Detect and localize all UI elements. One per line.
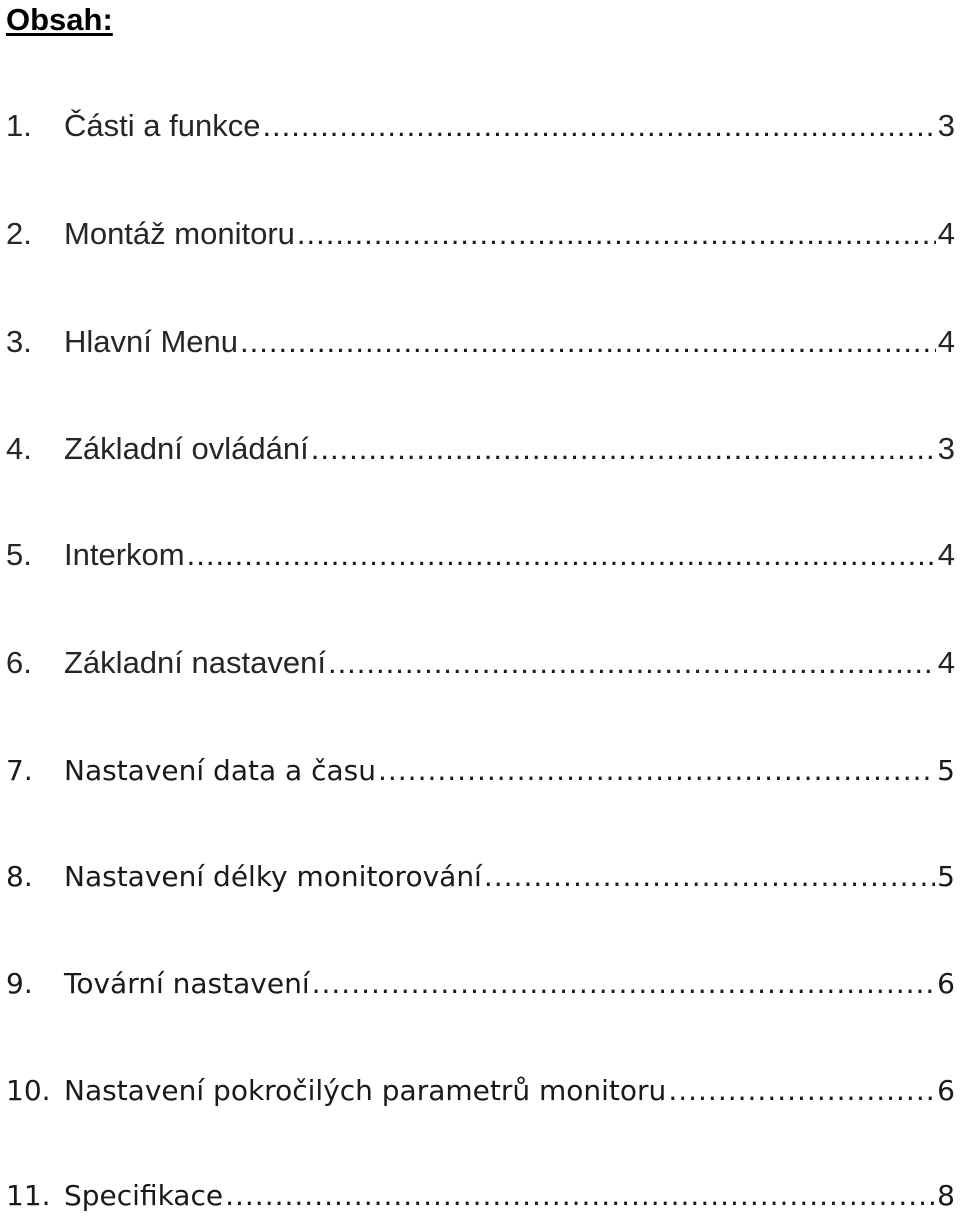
toc-entry-number: 9.: [6, 967, 33, 1000]
toc-dot-leader: [240, 322, 936, 362]
toc-entry[interactable]: [6, 643, 955, 683]
toc-entry-number: 6.: [6, 645, 32, 680]
toc-entry-page: 6: [937, 967, 955, 1000]
toc-entry-number: 7.: [6, 754, 33, 787]
toc-entry-page: 3: [937, 431, 955, 466]
toc-entry-title: Tovární nastavení: [64, 967, 310, 1000]
toc-entry-title: Interkom: [64, 537, 185, 572]
toc-entry[interactable]: [6, 751, 955, 791]
toc-dot-leader: [328, 643, 936, 683]
toc-entry-page: 5: [937, 754, 955, 787]
toc-entry[interactable]: [6, 1176, 955, 1216]
toc-dot-leader: [378, 751, 935, 791]
toc-entry[interactable]: [6, 429, 955, 469]
toc-entry[interactable]: [6, 322, 955, 362]
toc-dot-leader: [187, 535, 936, 575]
toc-entry-page: 8: [937, 1179, 955, 1212]
toc-entry[interactable]: [6, 1071, 955, 1111]
toc-entry-title: Základní ovládání: [64, 431, 309, 466]
toc-entry-number: 5.: [6, 537, 32, 572]
toc-heading: Obsah:: [6, 2, 113, 37]
toc-entry-title: Hlavní Menu: [64, 324, 239, 359]
toc-entry[interactable]: [6, 964, 955, 1004]
toc-entry-page: 4: [937, 324, 955, 359]
toc-dot-leader: [225, 1176, 935, 1216]
toc-entry[interactable]: [6, 106, 955, 146]
toc-entry[interactable]: [6, 535, 955, 575]
toc-entry-title: Nastavení data a času: [64, 754, 376, 787]
toc-dot-leader: [311, 429, 936, 469]
toc-dot-leader: [297, 214, 936, 254]
toc-entry-page: 4: [937, 645, 955, 680]
toc-entry-page: 6: [937, 1074, 955, 1107]
toc-entry-number: 10.: [6, 1074, 51, 1107]
toc-entry[interactable]: [6, 214, 955, 254]
toc-entry-title: Základní nastavení: [64, 645, 326, 680]
toc-entry-page: 4: [937, 537, 955, 572]
toc-entry-title: Části a funkce: [64, 108, 261, 143]
toc-entry[interactable]: [6, 857, 955, 897]
toc-entry-number: 1.: [6, 108, 32, 143]
toc-entry-page: 3: [937, 108, 955, 143]
toc-entry-number: 11.: [6, 1179, 51, 1212]
toc-entry-title: Montáž monitoru: [64, 216, 295, 251]
toc-dot-leader: [484, 857, 935, 897]
toc-entry-page: 5: [937, 860, 955, 893]
toc-entry-number: 3.: [6, 324, 32, 359]
toc-entry-title: Nastavení pokročilých parametrů monitoru: [64, 1074, 667, 1107]
toc-entry-number: 4.: [6, 431, 32, 466]
toc-dot-leader: [262, 106, 935, 146]
toc-entry-title: Nastavení délky monitorování: [64, 860, 482, 893]
toc-entry-title: Specifikace: [64, 1179, 224, 1212]
toc-entry-number: 2.: [6, 216, 32, 251]
toc-entry-number: 8.: [6, 860, 33, 893]
toc-entry-page: 4: [937, 216, 955, 251]
toc-dot-leader: [668, 1071, 935, 1111]
toc-dot-leader: [312, 964, 936, 1004]
